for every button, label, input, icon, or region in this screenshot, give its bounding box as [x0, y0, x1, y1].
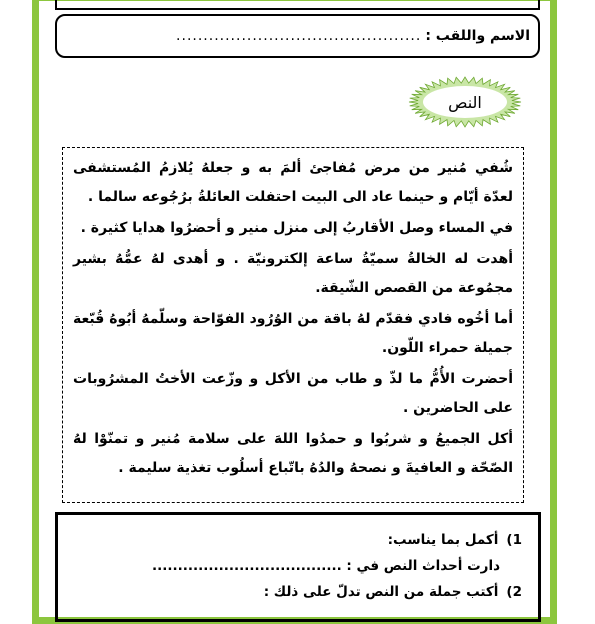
name-field-box	[55, 14, 540, 58]
question-2	[74, 579, 522, 605]
question-1	[74, 527, 522, 553]
passage-paragraph: أهدت له الخالةُ سميّةُ ساعة إلكترونيّة . و أهدى لهُ عمُّهُ بشير مجمُوعة من القصص الشّيقة.	[73, 251, 513, 296]
top-strip	[55, 0, 540, 10]
name-label: الاسم واللقب :	[425, 28, 530, 44]
question-1-answer-line[interactable]: دارت أحداث النص في : .....................................	[151, 558, 500, 574]
passage-paragraph: شُفي مُنير من مرض مُفاجئ ألمَ به و جعلهُ يُلازمُ المُستشفى لعدّة أيّام و حينما عاد الى البيت احتفلت العائلةُ برُجُوعه سالما .	[73, 160, 513, 205]
passage-box	[62, 147, 524, 503]
question-2-number: 2)	[506, 584, 522, 600]
name-input-line[interactable]: .............................................	[176, 28, 422, 44]
question-1-text: أكمل بما يناسب:	[387, 532, 499, 548]
question-2-text: أكتب جملة من النص تدلّ على ذلك :	[263, 584, 499, 600]
passage-paragraph: أحضرت الأُمُّ ما لذّ و طاب من الأكل و وزّعت الأختُ المشرُوبات على الحاضرين .	[73, 371, 513, 416]
title-label: النص	[448, 92, 482, 112]
questions-box	[55, 512, 541, 622]
question-1-number: 1)	[506, 532, 522, 548]
passage-paragraph: أكل الجميعُ و شربُوا و حمدُوا اللهَ على سلامة مُنير و تمنّوْا لهُ الصّحّة و العافيةَ و نصحهُ والدُهُ باتّباع أسلُوب تغذية سليمة .	[73, 431, 513, 476]
passage-paragraph: في المساء وصل الأقاربُ إلى منزل منير و أحضرُوا هدايا كثيرة .	[80, 220, 513, 236]
passage-paragraph: أما أخُوه فادي فقدّم لهُ باقة من الوُرُود الفوّاحة وسلّمهُ أبُوهُ قُبّعة جميلة حمراء اللّون.	[73, 311, 513, 356]
